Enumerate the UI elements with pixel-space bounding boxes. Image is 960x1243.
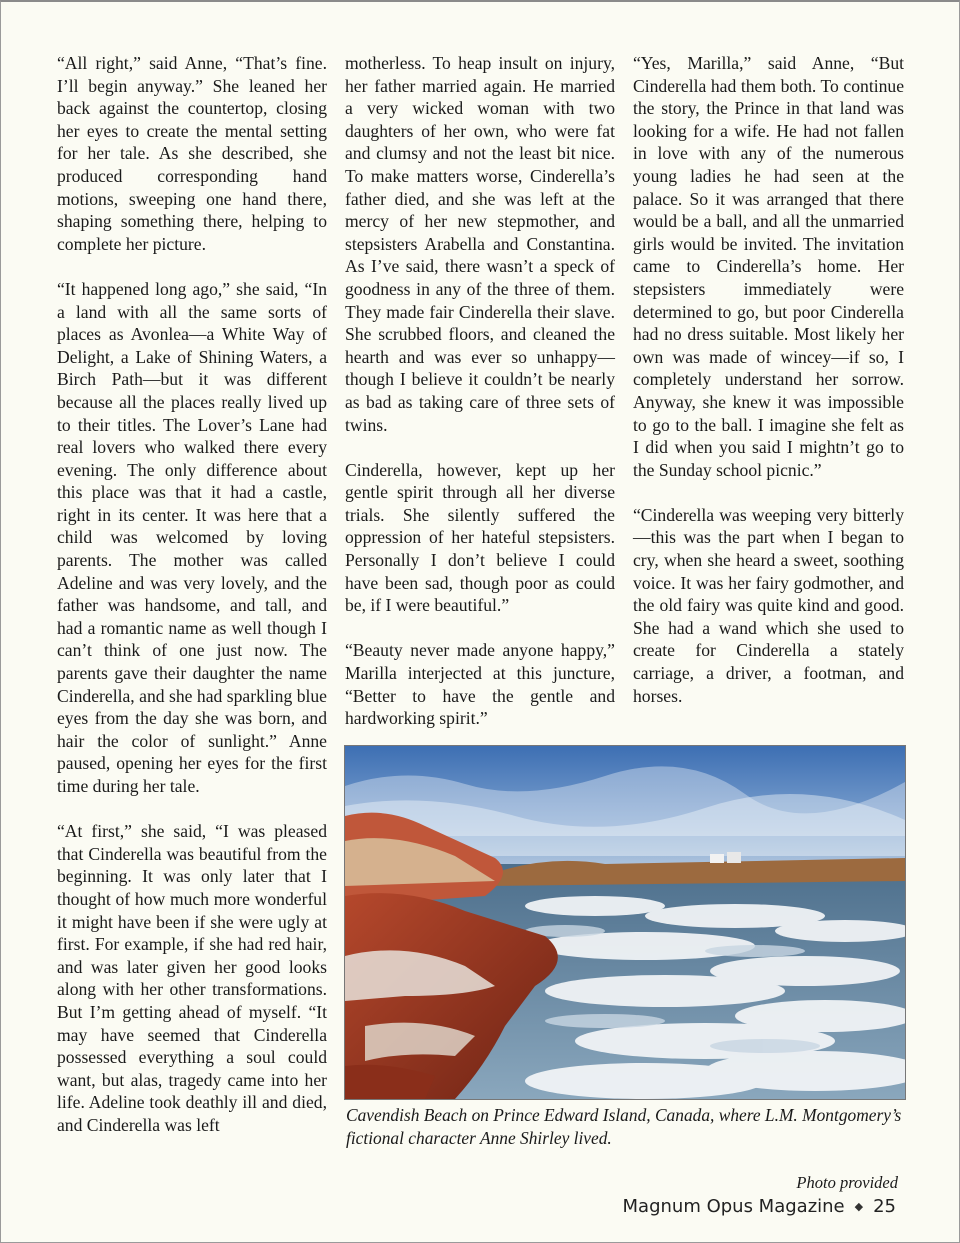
article-column-3 xyxy=(633,52,904,707)
article-column-2 xyxy=(345,52,615,730)
paragraph: “At first,” she said, “I was pleased that Cinderella was beautiful from the beginning. It was only later that I thought of how much more wonderful it might have been if she were ugly at first. For example, if she had red hair, and was later given her good looks along with her other transformations. But I’m getting ahead of myself. “It may have seemed that Cinderella possessed everything a soul could want, but alas, tragedy came into her life. Adeline took deathly ill and died, and Cinderella was left xyxy=(57,821,327,1135)
paragraph: “Yes, Marilla,” said Anne, “But Cinderella had them both. To continue the story, the Prince in that land was looking for a wife. He had not fallen in love with any of the numerous young ladies he had seen at the palace. So it was arranged that there would be a ball, and all the unmarried girls would be invited. The invitation came to Cinderella’s home. Her stepsisters immediately were determined to go, but poor Cinderella had no dress suitable. Most likely her own was made of wincey—if so, I completely understand her sorrow. Anyway, she knew it was impossible to go to the ball. I imagine she felt as I did when you said I mightn’t go to the Sunday school picnic.” xyxy=(633,53,904,480)
paragraph: “It happened long ago,” she said, “In a land with all the same sorts of places as Avonlea—a White Way of Delight, a Lake of Shining Waters, a Birch Path—but it was different because all the places really lived up to their titles. The Lover’s Lane had real lovers who walked there every evening. The only difference about this place was that it had a castle, right in its center. It was here that a child was welcomed by loving parents. The mother was called Adeline and was very lovely, and the father was handsome, and tall, and had a romantic name as well though I can’t think of one just now. The parents gave their daughter the name Cinderella, and she had sparkling blue eyes from the day she was born, and hair the color of sunlight.” Anne paused, opening her eyes for the first time during her tale. xyxy=(57,278,327,796)
magazine-name: Magnum Opus Magazine xyxy=(622,1196,845,1217)
paragraph: motherless. To heap insult on injury, her father married again. He married a very wicked woman with two daughters of her own, who were fat and clumsy and not the least bit nice. To make matters worse, Cinderella’s father died, and she was left at the mercy of her new stepmother, and stepsisters Arabella and Constantina. As I’ve said, there wasn’t a speck of goodness in any of the three of them. They made fair Cinderella their slave. She scrubbed floors, and cleaned the hearth and was ever so unhappy—though I believe it couldn’t be nearly as bad as taking care of three sets of twins. xyxy=(345,53,615,435)
page-number: 25 xyxy=(873,1196,896,1217)
beach-photo xyxy=(344,745,906,1100)
paragraph: Cinderella, however, kept up her gentle spirit through all her diverse trials. She silently suffered the oppression of her hateful stepsisters. Personally I don’t believe I could have been sad, though poor as could be, if I were beautiful.” xyxy=(345,459,615,616)
diamond-separator-icon: ◆ xyxy=(854,1200,864,1213)
page-footer xyxy=(623,1196,896,1217)
paragraph: “All right,” said Anne, “That’s fine. I’ll begin anyway.” She leaned her back against the countertop, closing her eyes to create the mental setting for her tale. As she described, she produced corresponding hand motions, sweeping one hand there, shaping something there, helping to complete her picture. xyxy=(57,53,327,254)
article-column-1 xyxy=(57,52,327,1137)
paragraph: “Beauty never made anyone happy,” Marilla interjected at this juncture, “Better to have the gentle and hardworking spirit.” xyxy=(345,640,615,729)
paragraph: “Cinderella was weeping very bitterly—this was the part when I began to cry, when she heard a sweet, soothing voice. It was her fairy godmother, and the old fairy was quite kind and good. She had a wand which she used to create for Cinderella a stately carriage, a driver, a footman, and horses. xyxy=(633,504,904,706)
photo-caption: Cavendish Beach on Prince Edward Island, Canada, where L.M. Montgomery’s fictional character Anne Shirley lived. xyxy=(346,1105,902,1148)
photo-credit: Photo provided xyxy=(796,1173,898,1192)
